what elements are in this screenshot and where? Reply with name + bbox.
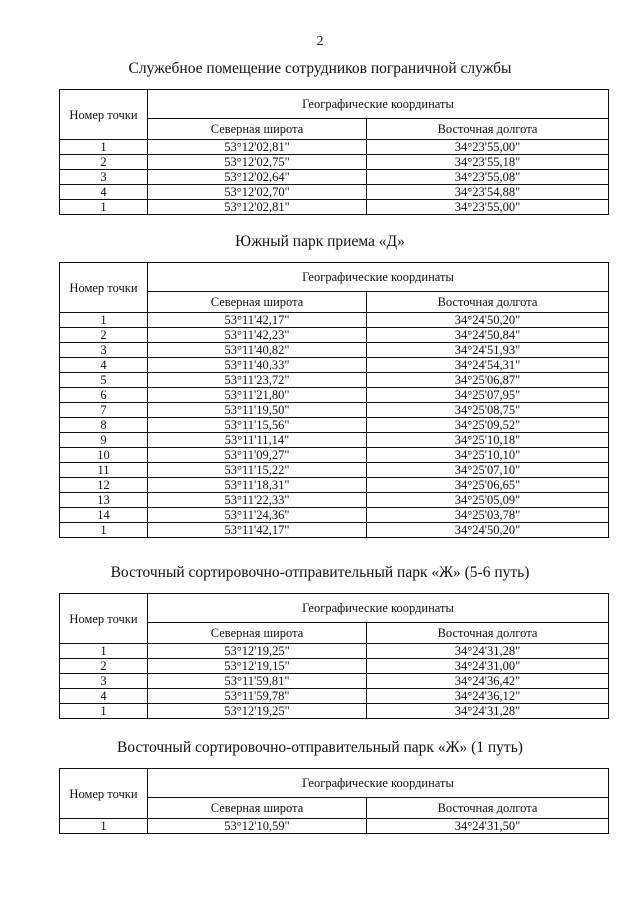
- longitude-cell: 34°25'10,18": [367, 433, 609, 448]
- point-number-cell: 1: [60, 644, 148, 659]
- section-title: Южный парк приема «Д»: [235, 233, 405, 250]
- point-number-cell: 6: [60, 388, 148, 403]
- table-row: [60, 448, 609, 463]
- table-row: [60, 200, 609, 215]
- longitude-cell: 34°24'31,00": [367, 659, 609, 674]
- header-point-number: Номер точки: [60, 263, 148, 313]
- longitude-cell: 34°24'51,93": [367, 343, 609, 358]
- table-row: [60, 328, 609, 343]
- header-geo-coordinates: Географические координаты: [148, 263, 609, 292]
- latitude-cell: 53°11'59,78": [148, 689, 367, 704]
- longitude-cell: 34°23'55,08": [367, 170, 609, 185]
- table-row: [60, 478, 609, 493]
- longitude-cell: 34°24'31,28": [367, 704, 609, 719]
- point-number-cell: 9: [60, 433, 148, 448]
- latitude-cell: 53°11'21,80": [148, 388, 367, 403]
- latitude-cell: 53°11'09,27": [148, 448, 367, 463]
- latitude-cell: 53°11'42,17": [148, 313, 367, 328]
- latitude-cell: 53°11'59,81": [148, 674, 367, 689]
- latitude-cell: 53°11'22,33": [148, 493, 367, 508]
- header-geo-coordinates: Географические координаты: [148, 90, 609, 119]
- point-number-cell: 7: [60, 403, 148, 418]
- point-number-cell: 1: [60, 523, 148, 538]
- latitude-cell: 53°11'40,33": [148, 358, 367, 373]
- longitude-cell: 34°25'05,09": [367, 493, 609, 508]
- longitude-cell: 34°24'31,28": [367, 644, 609, 659]
- longitude-cell: 34°25'07,10": [367, 463, 609, 478]
- header-east-longitude: Восточная долгота: [367, 798, 609, 819]
- point-number-cell: 11: [60, 463, 148, 478]
- table-row: [60, 819, 609, 834]
- table-row: [60, 674, 609, 689]
- point-number-cell: 10: [60, 448, 148, 463]
- header-east-longitude: Восточная долгота: [367, 119, 609, 140]
- latitude-cell: 53°11'23,72": [148, 373, 367, 388]
- longitude-cell: 34°24'50,20": [367, 523, 609, 538]
- coordinates-table: [59, 593, 609, 719]
- point-number-cell: 14: [60, 508, 148, 523]
- latitude-cell: 53°11'19,50": [148, 403, 367, 418]
- point-number-cell: 1: [60, 313, 148, 328]
- table-row: [60, 644, 609, 659]
- longitude-cell: 34°24'50,84": [367, 328, 609, 343]
- header-north-latitude: Северная широта: [148, 798, 367, 819]
- longitude-cell: 34°25'03,78": [367, 508, 609, 523]
- longitude-cell: 34°23'55,00": [367, 200, 609, 215]
- point-number-cell: 2: [60, 328, 148, 343]
- section-title: Служебное помещение сотрудников пограничной службы: [128, 60, 512, 77]
- latitude-cell: 53°12'02,75": [148, 155, 367, 170]
- point-number-cell: 3: [60, 674, 148, 689]
- latitude-cell: 53°11'40,82": [148, 343, 367, 358]
- table-row: [60, 185, 609, 200]
- table-row: [60, 523, 609, 538]
- latitude-cell: 53°12'19,25": [148, 704, 367, 719]
- latitude-cell: 53°12'19,15": [148, 659, 367, 674]
- longitude-cell: 34°23'55,00": [367, 140, 609, 155]
- point-number-cell: 4: [60, 185, 148, 200]
- latitude-cell: 53°12'02,70": [148, 185, 367, 200]
- header-geo-coordinates: Географические координаты: [148, 594, 609, 623]
- longitude-cell: 34°23'54,88": [367, 185, 609, 200]
- coordinates-table: [59, 89, 609, 215]
- header-north-latitude: Северная широта: [148, 119, 367, 140]
- coordinates-table: [59, 768, 609, 834]
- table-row: [60, 313, 609, 328]
- longitude-cell: 34°25'07,95": [367, 388, 609, 403]
- coordinates-table: [59, 262, 609, 538]
- table-row: [60, 155, 609, 170]
- table-row: [60, 358, 609, 373]
- point-number-cell: 8: [60, 418, 148, 433]
- latitude-cell: 53°12'02,81": [148, 140, 367, 155]
- header-north-latitude: Северная широта: [148, 292, 367, 313]
- table-row: [60, 659, 609, 674]
- section-title: Восточный сортировочно-отправительный парк «Ж» (5-6 путь): [110, 564, 530, 581]
- longitude-cell: 34°25'10,10": [367, 448, 609, 463]
- point-number-cell: 1: [60, 200, 148, 215]
- point-number-cell: 2: [60, 659, 148, 674]
- header-geo-coordinates: Географические координаты: [148, 769, 609, 798]
- table-row: [60, 433, 609, 448]
- section-title: Восточный сортировочно-отправительный парк «Ж» (1 путь): [117, 739, 523, 756]
- table-row: [60, 373, 609, 388]
- table-row: [60, 418, 609, 433]
- latitude-cell: 53°11'11,14": [148, 433, 367, 448]
- latitude-cell: 53°12'19,25": [148, 644, 367, 659]
- latitude-cell: 53°11'42,23": [148, 328, 367, 343]
- table-row: [60, 508, 609, 523]
- longitude-cell: 34°24'54,31": [367, 358, 609, 373]
- point-number-cell: 12: [60, 478, 148, 493]
- latitude-cell: 53°11'18,31": [148, 478, 367, 493]
- longitude-cell: 34°25'06,87": [367, 373, 609, 388]
- latitude-cell: 53°12'02,64": [148, 170, 367, 185]
- longitude-cell: 34°25'06,65": [367, 478, 609, 493]
- latitude-cell: 53°11'24,36": [148, 508, 367, 523]
- point-number-cell: 13: [60, 493, 148, 508]
- table-row: [60, 463, 609, 478]
- longitude-cell: 34°23'55,18": [367, 155, 609, 170]
- longitude-cell: 34°24'50,20": [367, 313, 609, 328]
- point-number-cell: 4: [60, 689, 148, 704]
- point-number-cell: 1: [60, 704, 148, 719]
- latitude-cell: 53°11'15,22": [148, 463, 367, 478]
- header-east-longitude: Восточная долгота: [367, 623, 609, 644]
- latitude-cell: 53°12'02,81": [148, 200, 367, 215]
- page-number: 2: [316, 34, 324, 49]
- header-point-number: Номер точки: [60, 90, 148, 140]
- point-number-cell: 1: [60, 140, 148, 155]
- header-point-number: Номер точки: [60, 594, 148, 644]
- longitude-cell: 34°24'36,12": [367, 689, 609, 704]
- point-number-cell: 2: [60, 155, 148, 170]
- table-row: [60, 388, 609, 403]
- header-point-number: Номер точки: [60, 769, 148, 819]
- point-number-cell: 5: [60, 373, 148, 388]
- point-number-cell: 3: [60, 170, 148, 185]
- table-row: [60, 140, 609, 155]
- longitude-cell: 34°24'36,42": [367, 674, 609, 689]
- longitude-cell: 34°25'09,52": [367, 418, 609, 433]
- header-east-longitude: Восточная долгота: [367, 292, 609, 313]
- longitude-cell: 34°24'31,50": [367, 819, 609, 834]
- table-row: [60, 343, 609, 358]
- table-row: [60, 170, 609, 185]
- table-row: [60, 493, 609, 508]
- table-row: [60, 689, 609, 704]
- table-row: [60, 403, 609, 418]
- latitude-cell: 53°11'15,56": [148, 418, 367, 433]
- point-number-cell: 4: [60, 358, 148, 373]
- point-number-cell: 1: [60, 819, 148, 834]
- longitude-cell: 34°25'08,75": [367, 403, 609, 418]
- point-number-cell: 3: [60, 343, 148, 358]
- latitude-cell: 53°12'10,59": [148, 819, 367, 834]
- latitude-cell: 53°11'42,17": [148, 523, 367, 538]
- header-north-latitude: Северная широта: [148, 623, 367, 644]
- table-row: [60, 704, 609, 719]
